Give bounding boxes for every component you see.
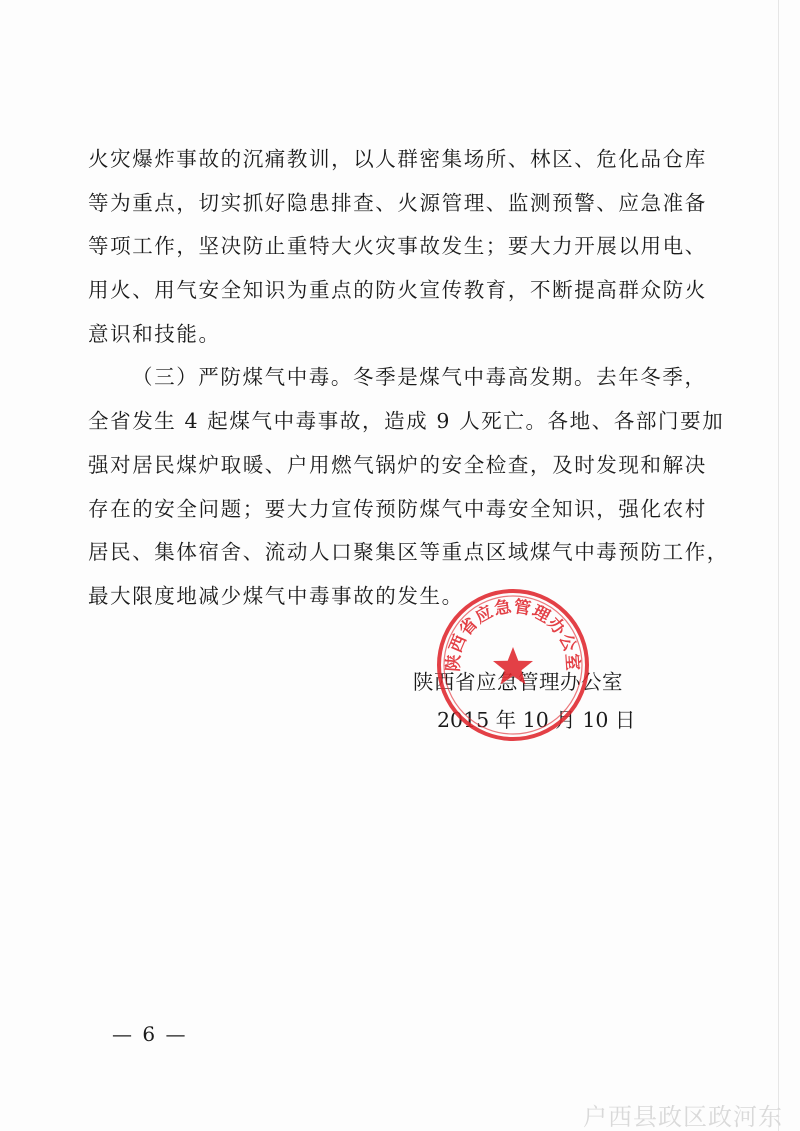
seal-star-icon [493,647,533,685]
seal-text: 陕西省应急管理办公室 [443,596,583,673]
signature-date: 2015 年 10 月 10 日 [437,708,636,732]
paragraph-line: 存在的安全问题；要大力宣传预防煤气中毒安全知识，强化农村 [88,496,707,521]
paragraph-line: 全省发生 4 起煤气中毒事故，造成 9 人死亡。各地、各部门要加 [88,409,725,434]
paragraph-line: 用火、用气安全知识为重点的防火宣传教育，不断提高群众防火 [88,278,707,303]
paragraph-line: 等为重点，切实抓好隐患排查、火源管理、监测预警、应急准备 [88,190,707,215]
paragraph-line: 居民、集体宿舍、流动人口聚集区等重点区域煤气中毒预防工作， [88,540,729,565]
paragraph-line: （三）严防煤气中毒。冬季是煤气中毒高发期。去年冬季， [132,365,707,390]
page-number: — 6 — [112,1022,188,1046]
paragraph-line: 最大限度地减少煤气中毒事故的发生。 [88,583,464,608]
site-watermark [583,1104,800,1131]
body-text [88,138,729,619]
paragraph-line: 火灾爆炸事故的沉痛教训，以人群密集场所、林区、危化品仓库 [88,147,707,171]
page-fold-line [778,0,779,1131]
paragraph-line: 强对居民煤炉取暖、户用燃气锅炉的安全检查，及时发现和解决 [88,452,707,477]
signature-organization: 陕西省应急管理办公室 [413,670,623,694]
paragraph-line: 意识和技能。 [88,321,221,346]
watermark-text: 户西县政区政河东 [583,1104,783,1131]
paragraph-line: 等项工作，坚决防止重特大火灾事故发生；要大力开展以用电、 [88,234,707,259]
official-seal-stamp [433,585,593,745]
